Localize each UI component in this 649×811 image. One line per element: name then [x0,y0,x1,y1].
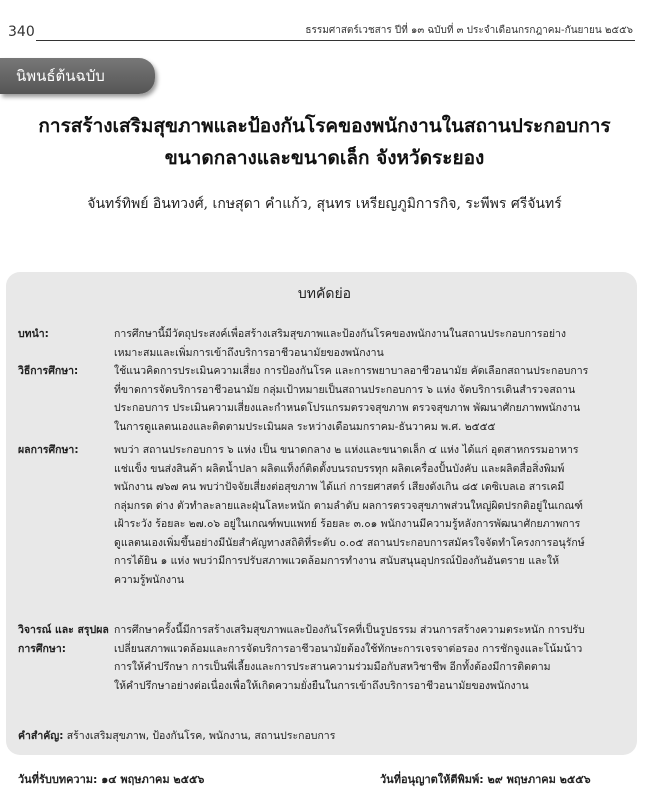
page-number: 340 [8,24,35,40]
text-line: ความรู้พนักงาน [114,573,185,586]
text-line: ให้คำปรึกษาอย่างต่อเนื่องเพื่อให้เกิดความยั่งยืนในการเข้าถึงบริการอาชีวอนามัยของพนักงาน [114,679,529,692]
text-line: เปลี่ยนสภาพแวดล้อมและการจัดบริการอาชีวอนามัยต้องใช้ทักษะการเจรจาต่อรอง การชักจูงและโน้มน้าว [114,642,583,655]
keywords-label: คำสำคัญ: [18,730,64,742]
text-line: การให้คำปรึกษา การเป็นพี่เลี้ยงและการประสานความร่วมมือกับสหวิชาชีพ อีกทั้งต้องมีการติดตาม [114,661,551,673]
authors: จันทร์ทิพย์ อินทวงศ์, เกษสุดา คำแก้ว, สุนทร เหรียญภูมิการกิจ, ระพีพร ศรีจันทร์ [87,196,562,212]
text-line: ที่ขาดการจัดบริการอาชีวอนามัย กลุ่มเป้าหมายเป็นสถานประกอบการ ๖ แห่ง จัดบริการเดินสำรวจสถาน [114,383,576,396]
section-methods [18,362,638,436]
section-results [18,441,638,589]
text-line: ในการดูแลตนเองและติดตามประเมินผล ระหว่างเดือนมกราคม-ธันวาคม พ.ศ. ๒๕๕๕ [114,420,496,433]
article-title [0,110,649,174]
text-line: การได้ยิน ๑ แห่ง พบว่ามีการปรับสภาพแวดล้อมการทำงาน สนับสนุนอุปกรณ์ป้องกันอันตราย และให้ [114,555,560,567]
accepted-date: วันที่อนุญาตให้ตีพิมพ์: ๒๙ พฤษภาคม ๒๕๕๖ [380,773,591,786]
section-introduction [18,325,638,362]
article-type-tag: นิพนธ์ต้นฉบับ [0,58,155,94]
text-line: เฝ้าระวัง ร้อยละ ๒๗.๐๖ อยู่ในเกณฑ์พบแพทย์ ร้อยละ ๓.๐๑ พนักงานมีความรู้หลังการพัฒนาศักยภาพการ [114,518,581,530]
section-label: วิธีการศึกษา: [18,365,79,377]
text-line: กลุ่มกรด ด่าง ตัวทำละลายและฝุ่นโลหะหนัก ตามลำดับ ผลการตรวจสุขภาพส่วนใหญ่ผิดปรกติอยู่ในเกณฑ์ [114,499,583,512]
received-date: วันที่รับบทความ: ๑๔ พฤษภาคม ๒๕๕๖ [18,773,205,786]
text-line: การศึกษานี้มีวัตถุประสงค์เพื่อสร้างเสริมสุขภาพและป้องกันโรคของพนักงานในสถานประกอบการอย่าง [114,328,567,340]
text-line: การศึกษาครั้งนี้มีการสร้างเสริมสุขภาพและป้องกันโรคที่เป็นรูปธรรม ส่วนการสร้างความตระหนัก การปรับ [114,624,585,636]
text-line: พบว่า สถานประกอบการ ๖ แห่ง เป็น ขนาดกลาง ๒ แห่งและขนาดเล็ก ๔ แห่ง ได้แก่ อุตสาหกรรมอาหาร [114,444,579,456]
keywords [18,727,335,744]
section-discussion [18,621,638,695]
section-label: ผลการศึกษา: [18,444,79,456]
title-line: ขนาดกลางและขนาดเล็ก จังหวัดระยอง [164,147,485,169]
header-rule [36,40,635,41]
abstract-heading: บทคัดย่อ [297,286,352,302]
text-line: ประกอบการ ประเมินความเสี่ยงและกำหนดโปรแกรมตรวจสุขภาพ ตรวจสุขภาพ พัฒนาศักยภาพพนักงาน [114,402,581,414]
text-line: ดูแลตนเองเพิ่มขึ้นอย่างมีนัยสำคัญทางสถิติที่ระดับ ๐.๐๕ สถานประกอบการสมัครใจจัดทำโครงการอนุรักษ์ [114,536,585,549]
journal-header: ธรรมศาสตร์เวชสาร ปีที่ ๑๓ ฉบับที่ ๓ ประจำเดือนกรกฎาคม-กันยายน ๒๕๕๖ [305,25,633,36]
section-label: วิจารณ์ และ สรุปผลการศึกษา: [18,624,109,655]
section-label: บทนำ: [18,328,49,340]
text-line: แช่แข็ง ขนส่งสินค้า ผลิตน้ำปลา ผลิตแท็งก์ติดตั้งบนรถบรรทุก ผลิตเครื่องปั้นบังคับ และผลิตสื่อสิ่งพิมพ์ [114,462,565,475]
keywords-text: สร้างเสริมสุขภาพ, ป้องกันโรค, พนักงาน, สถานประกอบการ [66,730,336,742]
text-line: ใช้แนวคิดการประเมินความเสี่ยง การป้องกันโรค และการพยาบาลอาชีวอนามัย คัดเลือกสถานประกอบการ [114,365,589,377]
title-line: การสร้างเสริมสุขภาพและป้องกันโรคของพนักงานในสถานประกอบการ [38,115,611,137]
text-line: พนักงาน ๗๖๗ คน พบว่าปัจจัยเสี่ยงต่อสุขภาพ ได้แก่ การยศาสตร์ เสียงดังเกิน ๘๕ เดซิเบลเอ สารเคมี [114,481,565,493]
text-line: เหมาะสมและเพิ่มการเข้าถึงบริการอาชีวอนามัยของพนักงาน [114,346,384,359]
